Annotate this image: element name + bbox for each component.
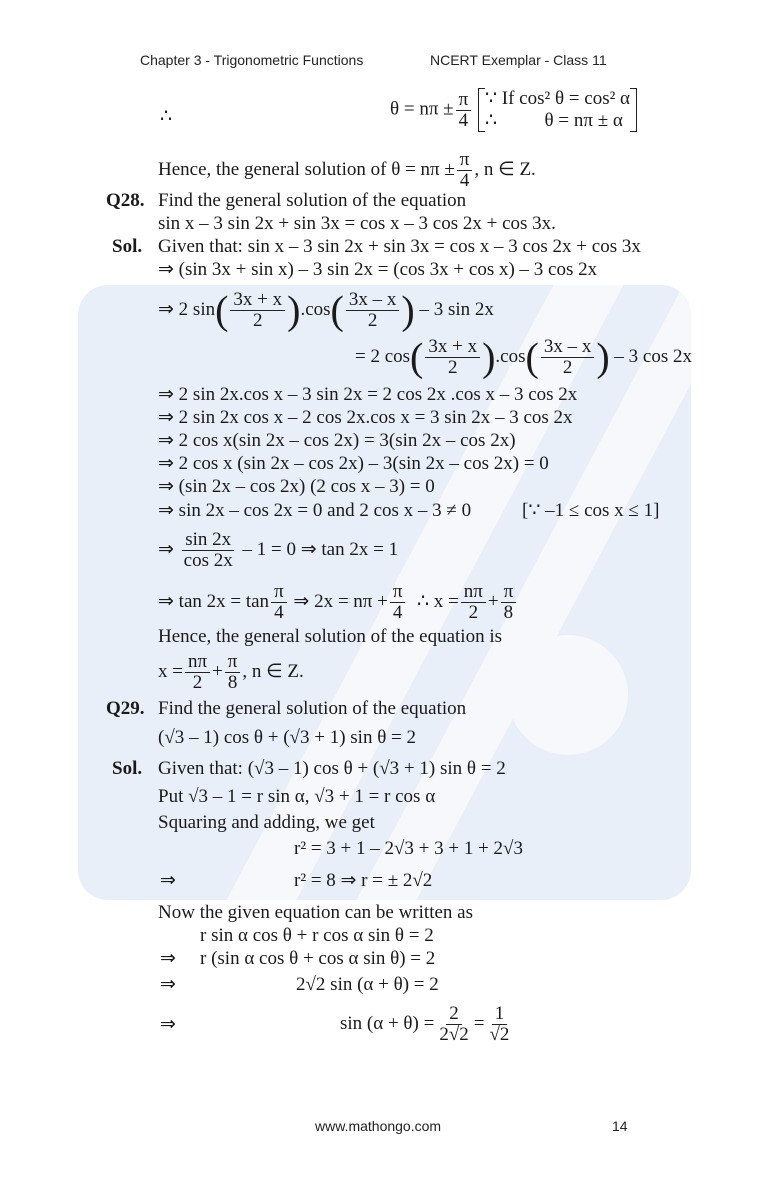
page-number: 14: [612, 1118, 628, 1134]
solution-line: Given that: (√3 – 1) cos θ + (√3 + 1) sin θ = 2: [158, 758, 506, 779]
solution-line: Now the given equation can be written as: [158, 902, 473, 923]
bracket-note: ∵ If cos² θ = cos² α ∴ θ = nπ ± α: [478, 88, 637, 132]
solution-line: r sin α cos θ + r cos α sin θ = 2: [200, 925, 434, 946]
solution-line: ⇒ $\frac{\sin 2x}{\cos 2x}$ – 1 = 0 ⇒ tan 2x = 1: [158, 529, 399, 571]
bracket-note: [∵ –1 ≤ cos x ≤ 1]: [522, 500, 660, 521]
solution-line: ⇒ 2 sin 2x cos x – 2 cos 2x.cos x = 3 sin 2x – 3 cos 2x: [158, 407, 573, 428]
header-chapter: Chapter 3 - Trigonometric Functions: [140, 52, 364, 68]
solution-line: ⇒ 2 cos x(sin 2x – cos 2x) = 3(sin 2x – cos 2x): [158, 430, 516, 451]
solution-line: ⇒ 2 cos x (sin 2x – cos 2x) – 3(sin 2x – cos 2x) = 0: [158, 453, 549, 474]
question-text: (√3 – 1) cos θ + (√3 + 1) sin θ = 2: [158, 727, 417, 748]
solution-line: 2√2 sin (α + θ) = 2: [296, 974, 439, 995]
solution-line: = 2 cos( $\frac{3x + x}{2}$ ).cos( $\frac{3x - x}{2}$ ) – 3 cos 2x: [355, 334, 692, 380]
solution-line: r² = 8 ⇒ r = ± 2√2: [294, 870, 433, 891]
solution-line: Put √3 – 1 = r sin α, √3 + 1 = r cos α: [158, 786, 436, 807]
solution-label: Sol.: [112, 236, 143, 257]
therefore-symbol: ∴: [160, 106, 173, 127]
question-label: Q28.: [106, 190, 145, 211]
question-label: Q29.: [106, 698, 145, 719]
solution-line: Given that: sin x – 3 sin 2x + sin 3x = cos x – 3 cos 2x + cos 3x: [158, 236, 641, 257]
solution-line: x = $\frac{n\pi}{2}$ + $\frac{\pi}{8}$ , n ∈ Z.: [158, 651, 304, 693]
question-text: Find the general solution of the equation: [158, 190, 467, 211]
equation-text: θ = nπ ±: [390, 98, 454, 120]
implies-symbol: ⇒: [160, 870, 176, 891]
solution-line: ⇒ tan 2x = tan $\frac{\pi}{4}$ ⇒ 2x = nπ + $\frac{\pi}{4}$ ∴ x = $\frac{n\pi}{2}$ + $\frac{\pi}{8}$: [158, 582, 518, 623]
implies-symbol: ⇒: [160, 1014, 176, 1035]
equation-line: [390, 88, 637, 132]
question-text: Find the general solution of the equation: [158, 698, 467, 719]
solution-line: ⇒ 2 sin( $\frac{3x + x}{2}$ ).cos( $\frac{3x - x}{2}$ ) – 3 sin 2x: [158, 287, 494, 333]
solution-line: ⇒ 2 sin 2x.cos x – 3 sin 2x = 2 cos 2x .cos x – 3 cos 2x: [158, 384, 578, 405]
implies-symbol: ⇒: [160, 974, 176, 995]
solution-line: sin (α + θ) = $\frac{2}{2√2}$ = $\frac{1}{√2}$: [340, 1003, 510, 1045]
solution-line: Squaring and adding, we get: [158, 812, 375, 833]
implies-symbol: ⇒: [160, 948, 176, 969]
footer-website: www.mathongo.com: [315, 1118, 442, 1134]
question-text: sin x – 3 sin 2x + sin 3x = cos x – 3 cos 2x + cos 3x.: [158, 213, 556, 234]
solution-line: Hence, the general solution of the equation is: [158, 626, 503, 647]
solution-line: ⇒ sin 2x – cos 2x = 0 and 2 cos x – 3 ≠ 0: [158, 500, 472, 521]
solution-line: ⇒ (sin 3x + sin x) – 3 sin 2x = (cos 3x + cos x) – 3 cos 2x: [158, 259, 598, 280]
solution-label: Sol.: [112, 758, 143, 779]
solution-line: ⇒ (sin 2x – cos 2x) (2 cos x – 3) = 0: [158, 476, 435, 497]
header-book: NCERT Exemplar - Class 11: [430, 52, 607, 68]
fraction: $\frac{\pi}{4}$: [456, 90, 472, 131]
solution-line: r (sin α cos θ + cos α sin θ) = 2: [200, 948, 436, 969]
conclusion-line: Hence, the general solution of θ = nπ ± $\frac{\pi}{4}$ , n ∈ Z.: [158, 149, 536, 191]
solution-line: r² = 3 + 1 – 2√3 + 3 + 1 + 2√3: [294, 838, 523, 859]
